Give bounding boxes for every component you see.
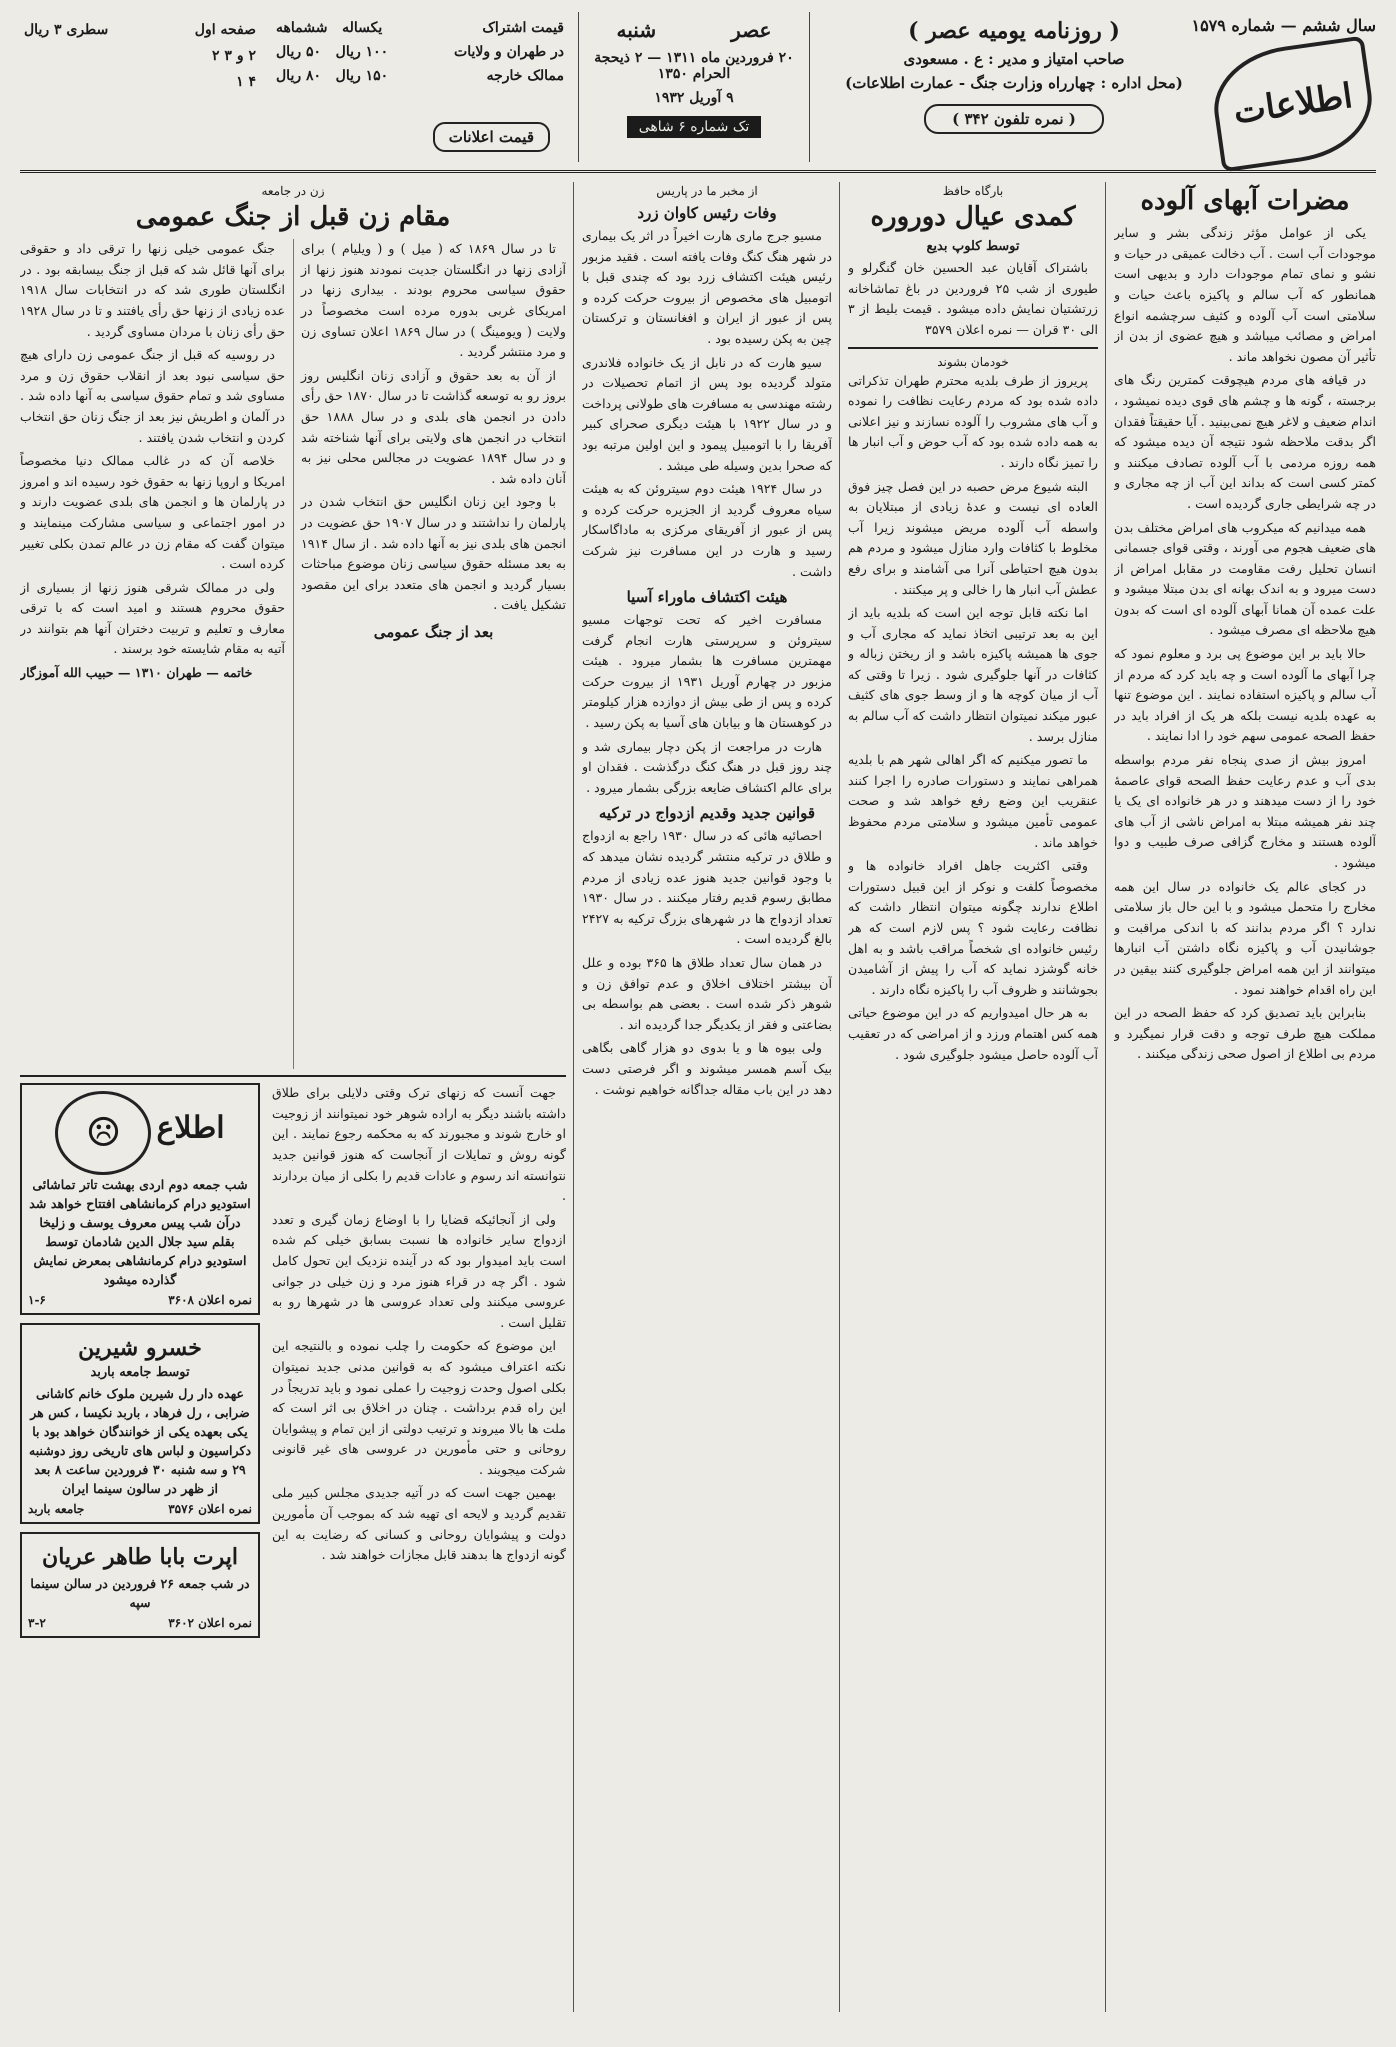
article-kicker: از مخبر ما در پاریس	[656, 184, 758, 198]
column-4	[20, 182, 566, 2012]
article-body: یکی از عوامل مؤثر زندگی بشر و سایر موجودات آب است . آب دخالت عمیقی در حیات و نشو و نمای تمام موجودات دارد و بدیهی است همانطور که آب سالم و پاکیزه باعث حیات و سلامتی است آب آلوده و کثیف سرچشمه انواع امراض و مصائب میباشد و هیچ عضوی از بدن از تأثیر آن مصون نخواهد ماند . در قیافه های مردم هیچوقت کمترین رنگ های برجسته ، گونه ها و چشم های قوی دیده نمیشود ، اندام ضعیف و لاغر هیچ نمی‌بینید . آیا حقیقتاً فقدان اگر بدقت ملاحظه شود نتیجه آن دیده میشود که همه روزه مردمی با آب آلوده تصادف میکنند و کمتر کسی است که بداند این آب از چه مجاری و در چه شرایطی جاری گردیده است . همه میدانیم که میکروب های امراض مختلف بدن های ضعیف هجوم می آورند ، وقتی قوای جسمانی انسان تحلیل رفت مقاومت در مقابل امراض از دست میرود و به اندک بهانه ای بدن مبتلا میشود و علت عمده آن همانا آبهای آلوده ای است که بدون هیچ ملاحظه ای مصرف میشود . حالا باید بر این موضوع پی برد و معلوم نمود که چرا آبهای ما آلوده است و چه باید کرد که مردم از آب سالم و پاکیزه استفاده نمایند . این موضوع تنها به عهده بلدیه نیست بلکه هر یک از افراد باید در حفظ الصحه عمومی سهم خود را ادا نمایند . امروز بیش از صدی پنجاه نفر مردم بواسطه بدی آب و عدم رعایت حفظ الصحه قوای عاصمهٔ خود را از دست میدهند و در هر خانواده ای یک یا چند نفر همیشه مبتلا به امراض ناشی از آب های آلوده هستند و مخارج گزافی صرف طبیب و دوا میشود . در کجای عالم یک خانواده در سال این همه مخارج را متحمل میشود و با این حال باز سلامتی ندارد ؟ اگر مردم بدانند که با اندکی مراقبت و جوشانیدن آب و پاکیزه نگاه داشتن آب انبارها میتوانند از این همه امراض جلوگیری کنند بیقین در این راه اقدام خواهند نمود . بنابراین باید تصدیق کرد که حفظ الصحه در این مملکت هیچ طرف توجه و دقت قرار نمیگیرد و مردم بی اطلاع از اصول صحی زندگی میکنند .	[1114, 225, 1376, 1062]
ad-title: خسرو شیرین	[78, 1335, 202, 1362]
ad-box: اطلاع ☹ شب جمعه دوم اردی بهشت تاتر تماشائی استودیو درام کرمانشاهی افتتاح خواهد شد درآن شب پیس معروف یوسف و زلیخا بقلم سید جلال الدین شادمان توسط استودیو درام کرمانشاهی بمعرض نمایش گذارده میشود نمره اعلان ۳۶۰۸ ۱-۶	[20, 1083, 260, 1315]
columns	[20, 182, 1376, 2012]
ads-label: قیمت اعلانات	[433, 122, 550, 152]
subscription-prices: قیمت اشتراک یکساله ششماهه در طهران و ولایات ۱۰۰ ریال ۵۰ ریال ممالک خارجه ۱۵۰ ریال ۸۰ ریال	[276, 20, 564, 84]
ad-box: خسرو شیرین توسط جامعه باربد عهده دار رل شیرین ملوک خانم کاشانی ضرابی ، رل فرهاد ، باربد نکیسا ، کس هر یکی بعهده یکی از خوانندگان خواهد بود با دکراسیون و لباس های تاریخی روز دوشنبه ۲۹ و سه شنبه ۳۰ فروردین ساعت ۸ بعد از ظهر در سالون سینما ایران نمره اعلان ۳۵۷۶ جامعه باربد	[20, 1323, 260, 1524]
masthead-phone: ( نمره تلفون ۳۴۲ )	[924, 104, 1104, 134]
ad-prices: صفحه اول سطری ۳ ریال ۲ و ۳ ۲ ۴ ۱	[24, 22, 256, 90]
column-rule	[573, 182, 574, 2012]
article-kicker: زن در جامعه	[261, 184, 325, 198]
masthead-subtitle: ( روزنامه یومیه عصر )	[908, 18, 1120, 44]
article-kicker: خودمان بشوند	[937, 354, 1009, 369]
article-byline: توسط کلوپ بدیع	[926, 239, 1020, 255]
ad-title: اپرت بابا طاهر عریان	[42, 1544, 238, 1571]
date-persian-hijri: ۲۰ فروردین ماه ۱۳۱۱ — ۲ ذیحجة الحرام ۱۳۵۰	[594, 50, 794, 82]
column-1	[1114, 182, 1376, 2012]
column-3: از مخبر ما در پاریس وفات رئیس کاوان زرد مسیو جرج ماری هارت اخیراً در اثر یک بیماری در شهر هنگ کنگ وفات یافته است . فقید مزبور رئیس هیئت اکتشاف زرد بود که چندی قبل با اتومبیل های مخصوص از بیروت حرکت کرده و پس از عبور از ایران و افغانستان و ترکستان چین به پکن رسیده بود . سیو هارت که در نابل از یک خانواده فلاندری متولد گردیده بود پس از اتمام تحصیلات در رشته مهندسی به مسافرت های طولانی پرداخت و در سال ۱۹۲۲ با هیئت دیگری صحرای کبیر آفریقا را با اتومبیل پیمود و این اولین مرتبه بود که صحرا بدین وسیله طی میشد . در سال ۱۹۲۴ هیئت دوم سیتروئن که به هیئت سیاه معروف گردید از الجزیره حرکت کرده و پس از عبور از آفریقای مرکزی به ماداگاسکار رسید و هارت در این مسافرت نیز شرکت داشت . هیئت اکتشاف ماوراء آسیا مسافرت اخیر که تحت توجهات مسیو سیتروئن و سرپرستی هارت انجام گرفت مهمترین مسافرت ها بشمار میرود . هیئت مزبور در چهارم آوریل ۱۹۳۱ از بیروت حرکت کرده و پس از طی بیش از دوازده هزار کیلومتر در کوهستان ها و بیابان های آسیا به پکن رسید . هارت در مراجعت از پکن دچار بیماری شد و چند روز قبل در هنگ کنگ درگذشت . فقدان او برای عالم اکتشاف ضایعه بزرگی بشمار میرود . قوانین جدید وقدیم ازدواج در ترکیه احصائیه هائی که در سال ۱۹۳۰ راجع به ازدواج و طلاق در ترکیه منتشر گردیده نشان میدهد که با وجود قوانین جدید هنوز عده زیادی از مردم مطابق رسوم قدیم رفتار میکنند . در سال ۱۹۳۰ تعداد ازدواج ها در شهرهای بزرگ ترکیه به ۲۴۲۷ بالغ گردیده است . در همان سال تعداد طلاق ها ۳۶۵ بوده و علل آن بیشتر اختلاف اخلاق و عدم توافق زن و شوهر ذکر شده است . بعضی هم بواسطه بی بضاعتی و فقر از یکدیگر جدا گردیده اند . ولی بیوه ها و یا بدوی دو هزار گاهی بگاهی بیک آسم همسر میشوند و اگر فرصتی دست دهد در این باب مقاله جداگانه خواهیم نوشت .	[582, 184, 832, 1097]
article-title: مضرات آبهای آلوده	[1140, 186, 1350, 216]
section-heading: هیئت اکتشاف ماوراء آسیا	[626, 588, 788, 607]
column-rule	[839, 182, 840, 2012]
newspaper-logo: اطلاعات	[1207, 36, 1380, 173]
masthead-time: عصر	[731, 18, 772, 42]
masthead	[20, 12, 1376, 173]
article-kicker: بارگاه حافظ	[942, 184, 1004, 198]
column-rule	[1105, 182, 1106, 2012]
section-heading: بعد از جنگ عمومی	[373, 622, 494, 641]
section-heading: قوانین جدید وقدیم ازدواج در ترکیه	[598, 804, 816, 823]
theater-mask-icon: ☹	[55, 1091, 151, 1175]
article-continuation: جهت آنست که زنهای ترک وقتی دلایلی برای طلاق داشته باشند دیگر به اراده شوهر خود نمیتوانند از زوجیت او خارج شوند و مجبورند که به محکمه رجوع نمایند . این گونه روش و تمایلات از آنجاست که هنوز قوانین جدید نتوانسته اند رسوم و عادات قدیم را بکلی از میان بردارند . ولی از آنجائیکه قضایا را با اوضاع زمان گیری و تعدد ازدواج سایر خانواده ها نسبت بسابق خیلی کم شده است باید امیدوار بود که در آینده نزدیک این تحول کامل شود . اگر چه در قراء هنوز مرد و زن خیلی در جوانی عروسی میکنند ولی تعداد عروسی ها در شهرها رو به تقلیل است . این موضوع که حکومت را چلب نموده و بالنتیجه این نکته اعتراف میشود که به قوانین مدنی جدید نمیتوان بکلی اصول وحدت زوجیت را عملی نمود و باید تدریجاً در این راه قدم برداشت . چنان در اخلاق بی اثر است که ملت ها بالا میروند و ترتیب دولتی از این تمام و پیشوایان روحانی و حتی مأمورین در عروسی های غیر قانونی شرکت میجویند . بهمین جهت است که در آتیه جدیدی مجلس کبیر ملی تقدیم گردید و لایحه ای تهیه شد که بموجب آن مأمورین دولت و پیشوایان روحانی و کسانی که رضایت به این گونه ازدواج ها بدهند قابل مجازات خواهند شد .	[272, 1085, 566, 1563]
sub-row: در طهران و ولایات ۱۰۰ ریال ۵۰ ریال	[276, 44, 564, 60]
article-title: وفات رئیس کاوان زرد	[637, 204, 777, 222]
article-body: تا در سال ۱۸۶۹ که ( میل ) و ( ویلیام ) برای آزادی زنها در انگلستان جدیت نمودند هنوز زنها از حقوق سیاسی محروم بودند . بیداری زنها در امریکای غربی بدوره مرده است مخصوصاً در ولایت ( ویومینگ ) در سال ۱۸۶۹ اعلان تساوی زن و مرد منتشر گردید . از آن به بعد حقوق و آزادی زنان انگلیس روز بروز رو به توسعه گذاشت تا در سال ۱۸۷۰ حق رأی دادن در انجمن های بلدی و در سال ۱۸۸۸ حق انتخاب در انجمن های ولایتی برای آنها شناخته شد و در سال ۱۸۹۴ عضویت در مجالس محلی نیز به آنان داده شد . با وجود این زنان انگلیس حق انتخاب شدن در پارلمان را نداشتند و در سال ۱۹۰۷ حق عضویت در انجمن های بلدی نیز به آنها داده شد . از سال ۱۹۱۴ به بعد مسئله حقوق سیاسی زنان موضوع مباحثات بسیار گردید و انجمن های متعدد برای این مقصود تشکیل یافت . بعد از جنگ عمومی جنگ عمومی خیلی زنها را ترقی داد و حقوقی برای آنها قائل شد که قبل از جنگ بیسابقه بود . در انگلستان طوری شد که در انتخابات سال ۱۹۱۸ عده زیادی از زنها حق رأی یافتند و تا در سال ۱۹۲۸ حق رأی زنان با مردان مساوی گردید . در روسیه که قبل از جنگ عمومی زن دارای هیچ حق سیاسی نبود بعد از انقلاب حقوق زن و مرد مساوی شد و تمام حقوق سیاسی به آنها داده شد . در آلمان و اطریش نیز بعد از جنگ زنان حق انتخاب کردن و انتخاب شدن یافتند . خلاصه آن که در غالب ممالک دنیا مخصوصاً امریکا و اروپا زنها به حقوق خود رسیده اند و امروز در پارلمان ها و انجمن های بلدی عضویت دارند و در امور اجتماعی و سیاسی مشارکت مینمایند و میتوان گفت که مقام زن در عالم تمدن بکلی تغییر کرده است . ولی در ممالک شرقی هنوز زنها از بسیاری از حقوق محروم هستند و امید است که با ترقی معارف و تعلیم و تربیت دختران آنها هم بتوانند در آتیه به مقام شایسته خود برسند . خاتمه — طهران ۱۳۱۰ — حبیب الله آموزگار	[20, 239, 566, 1069]
date-gregorian: ۹ آوریل ۱۹۳۲	[654, 90, 734, 106]
ad-title: اطلاع	[156, 1110, 225, 1146]
single-copy-price: تک شماره ۶ شاهی	[627, 116, 762, 138]
article-body: پریروز از طرف بلدیه محترم طهران تذکراتی داده شده بود که مردم رعایت نظافت را نموده و آب های مشروب را آلوده نسازند و نیز اعلانی به همه داده شده بود که آب حوض و آب انبار ها را تمیز نگاه دارند . البته شیوع مرض حصبه در این فصل چیز فوق العاده ای نیست و عدهٔ زیادی از مبتلایان به واسطه آب آلوده مریض میشوند زیرا آب مخلوط با کثافات وارد منازل میشود و مردم هم بدون هیچ احتیاطی آنرا می آشامند و برای رفع عطش آب انبار ها را خالی و پر میکنند . اما نکته قابل توجه این است که بلدیه باید از این به بعد ترتیبی اتخاذ نماید که مجاری آب و جوی ها همیشه پاکیزه باشد و از ریختن زباله و کثافات در آنها جلوگیری شود . زیرا تا وقتی که آب از میان کوچه ها و از وسط جوی های کثیف عبور میکند نمیتوان انتظار داشت که آب سالم به منازل برسد . ما تصور میکنیم که اگر اهالی شهر هم با بلدیه همراهی نمایند و دستورات صادره را اجرا کنند عنقریب این وضع رفع خواهد شد و صحت عمومی تأمین میشود و سلامتی مردم محفوظ خواهد ماند . وقتی اکثریت جاهل افراد خانواده ها و مخصوصاً کلفت و نوکر از این قبیل دستورات اطلاع ندارند چگونه میتوان انتظار داشت که نظافت رعایت شود ؟ پس لازم است که هر رئیس خانواده ای شخصاً مراقب باشد و به اهل خانه گوشزد نماید که آب را پیش از آشامیدن بجوشانند و ظروف آب را پاکیزه نگاه دارند . به هر حال امیدواریم که در این موضوع حیاتی همه کس اهتمام ورزد و از امراضی که در تعقیب آب آلوده حاصل میشود جلوگیری شود .	[848, 372, 1098, 1062]
author-signature: خاتمه — طهران ۱۳۱۰ — حبیب الله آموزگار	[20, 665, 253, 681]
divider	[848, 347, 1098, 349]
article-body: مسیو جرج ماری هارت اخیراً در اثر یک بیماری در شهر هنگ کنگ وفات یافته است . فقید مزبور رئیس هیئت اکتشاف زرد بود که چندی قبل با اتومبیل های مخصوص از بیروت حرکت کرده و پس از عبور از ایران و افغانستان و ترکستان چین به پکن رسیده بود . سیو هارت که در نابل از یک خانواده فلاندری متولد گردیده بود پس از اتمام تحصیلات در رشته مهندسی به مسافرت های طولانی پرداخت و در سال ۱۹۲۲ با هیئت دیگری صحرای کبیر آفریقا را با اتومبیل پیمود و این اولین مرتبه بود که صحرا بدین وسیله طی میشد . در سال ۱۹۲۴ هیئت دوم سیتروئن که به هیئت سیاه معروف گردید از الجزیره حرکت کرده و پس از عبور از آفریقای مرکزی به ماداگاسکار رسید و هارت در این مسافرت نیز شرکت داشت .	[582, 228, 832, 579]
divider	[20, 1075, 566, 1077]
masthead-date	[578, 12, 810, 162]
sub-row: ممالک خارجه ۱۵۰ ریال ۸۰ ریال	[276, 68, 564, 84]
masthead-day: شنبه	[616, 18, 657, 42]
masthead-editor: صاحب امتیاز و مدیر : ع . مسعودی	[903, 50, 1125, 68]
masthead-info	[824, 12, 1204, 162]
article-title: مقام زن قبل از جنگ عمومی	[135, 202, 451, 232]
masthead-address: (محل اداره : چهارراه وزارت جنگ - عمارت اطلاعات)	[845, 74, 1183, 92]
ad-box: اپرت بابا طاهر عریان در شب جمعه ۲۶ فروردین در سالن سینما سپه نمره اعلان ۳۶۰۲ ۳-۲	[20, 1532, 260, 1638]
article-title: کمدی عیال دوروره	[870, 202, 1076, 232]
column-2: بارگاه حافظ کمدی عیال دوروره توسط کلوپ بدیع باشتراک آقایان عبد الحسین خان گنگرلو و طیوری از شب ۲۵ فروردین در باغ تماشاخانه زرتشتیان نمایش داده میشود . قیمت بلیط از ۳ الی ۳۰ قران — نمره اعلان ۳۵۷۹ خودمان بشوند پریروز از طرف بلدیه محترم طهران تذکراتی داده شده بود که مردم رعایت نظافت را نموده و آب های مشروب را آلوده نسازند و نیز اعلانی به همه داده شده بود که آب حوض و آب انبار ها را تمیز نگاه دارند . البته شیوع مرض حصبه در این فصل چیز فوق العاده ای نیست و عدهٔ زیادی از مبتلایان به واسطه آب آلوده مریض میشوند زیرا آب مخلوط با کثافات وارد منازل میشود و مردم هم بدون هیچ احتیاطی آنرا می آشامند و برای رفع عطش آب انبار ها را خالی و پر میکنند . اما نکته قابل توجه این است که بلدیه باید از این به بعد ترتیبی اتخاذ نماید که مجاری آب و جوی ها همیشه پاکیزه باشد و از ریختن زباله و کثافات در آنها جلوگیری شود . زیرا تا وقتی که آب از میان کوچه ها و از وسط جوی های کثیف عبور میکند نمیتوان انتظار داشت که آب سالم به منازل برسد . ما تصور میکنیم که اگر اهالی شهر هم با بلدیه همراهی نمایند و دستورات صادره را اجرا کنند عنقریب این وضع رفع خواهد شد و صحت عمومی تأمین میشود و سلامتی مردم محفوظ خواهد ماند . وقتی اکثریت جاهل افراد خانواده ها و مخصوصاً کلفت و نوکر از این قبیل دستورات اطلاع ندارند چگونه میتوان انتظار داشت که نظافت رعایت شود ؟ پس لازم است که هر رئیس خانواده ای شخصاً مراقب باشد و به اهل خانه گوشزد نماید که آب را پیش از آشامیدن بجوشانند و ظروف آب را پاکیزه نگاه دارند . به هر حال امیدواریم که در این موضوع حیاتی همه کس اهتمام ورزد و از امراضی که در تعقیب آب آلوده حاصل میشود جلوگیری شود .	[848, 182, 1098, 2012]
issue-number: سال ششم — شماره ۱۵۷۹	[1191, 16, 1376, 35]
ads-column	[20, 1083, 260, 1646]
